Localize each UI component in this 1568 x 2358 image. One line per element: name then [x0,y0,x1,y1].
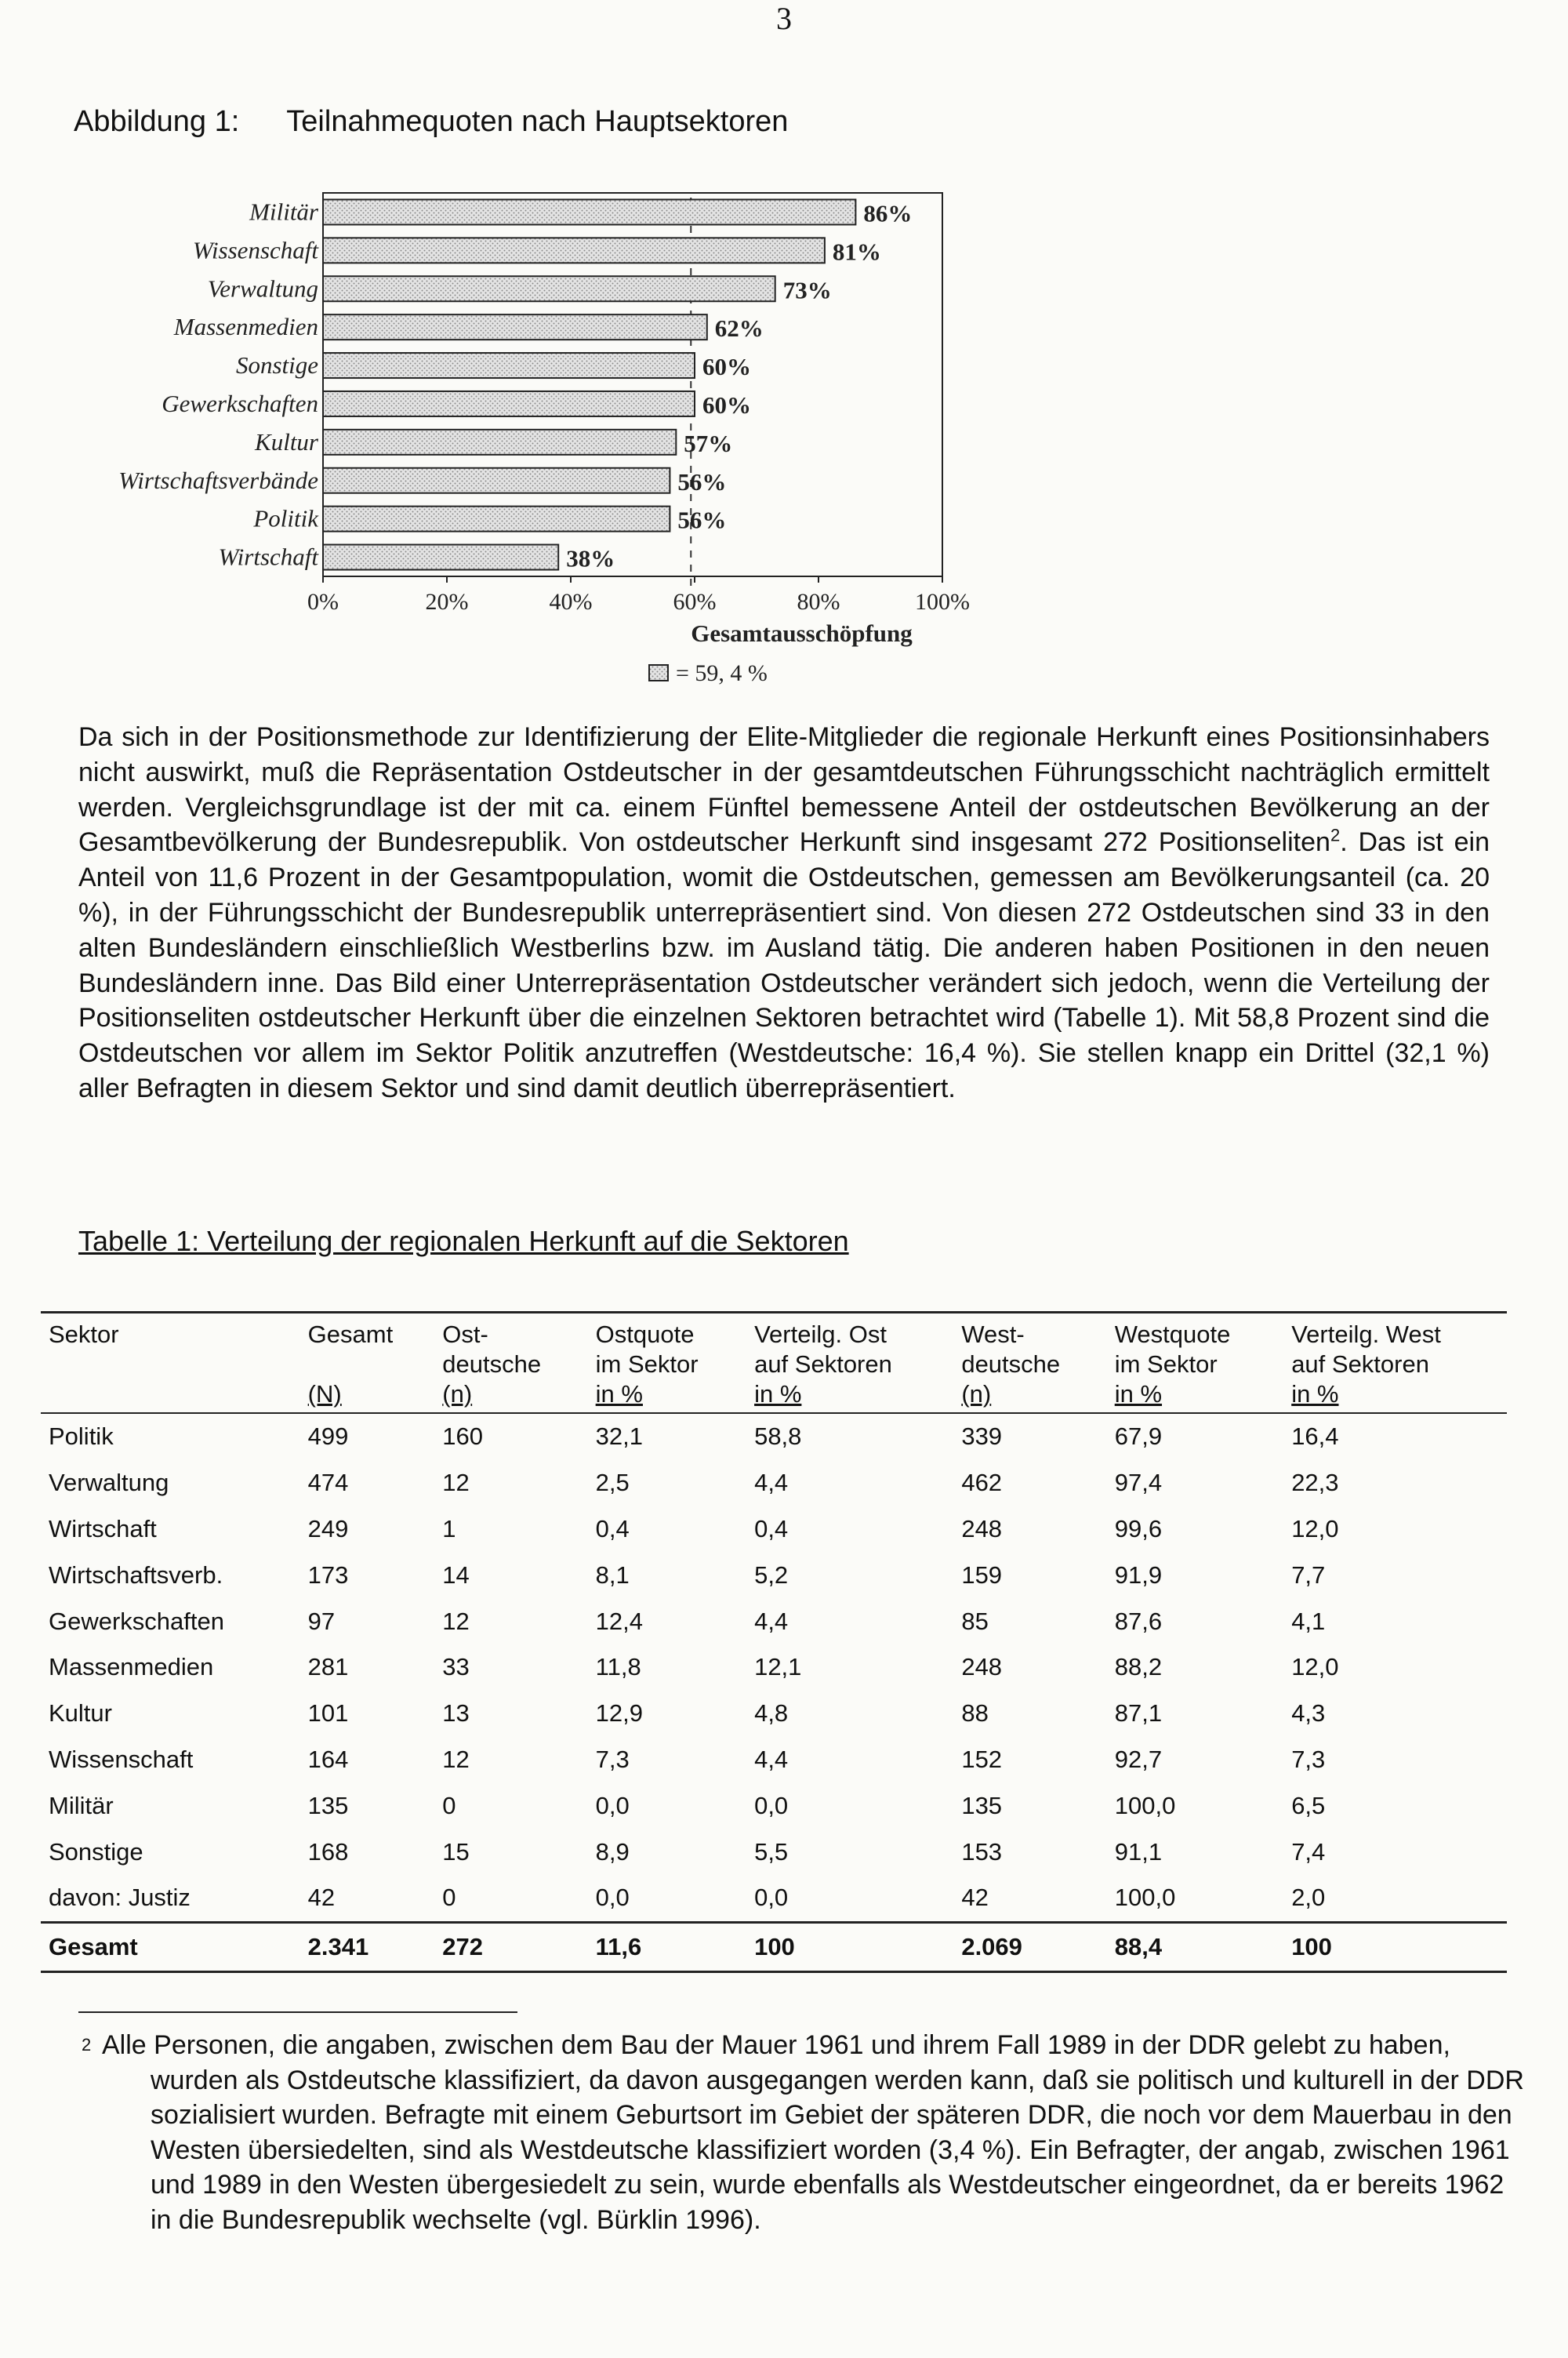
table-cell: 173 [307,1560,349,1589]
category-label: Verwaltung [207,274,318,303]
table-cell: 2,0 [1291,1884,1326,1912]
table-cell: 12,9 [595,1699,643,1728]
table-cell: 7,3 [1291,1745,1326,1773]
value-label: 86% [863,199,913,227]
category-label: Wirtschaftsverbände [118,466,318,494]
page-number: 3 [776,1,792,36]
table-cell: 153 [961,1837,1003,1866]
bar [323,507,670,532]
table-cell: 14 [442,1560,470,1589]
value-label: 38% [566,544,615,572]
table-cell: 11,8 [595,1653,641,1681]
table-cell: 88,4 [1114,1932,1163,1960]
table-cell: 474 [307,1469,349,1497]
column-header: Ostquote im Sektor in % [595,1321,699,1408]
table-cell: 5,5 [754,1837,789,1866]
table-cell: 12,1 [754,1653,802,1681]
table-cell: 8,1 [595,1560,630,1589]
table-cell: 339 [961,1422,1003,1451]
table-row [41,1829,1507,1875]
table-cell: 88,2 [1114,1653,1163,1681]
table-cell: Verwaltung [49,1469,169,1497]
footnote-reference: 2 [1330,826,1341,846]
table-cell: 248 [961,1653,1003,1681]
table-cell: 88 [961,1699,989,1728]
value-label: 60% [702,391,751,419]
category-label: Wissenschaft [192,236,318,264]
table-cell: davon: Justiz [49,1884,191,1912]
column-header: West- deutsche (n) [961,1321,1061,1408]
table-cell: 164 [307,1745,349,1773]
table-row [41,1598,1507,1644]
table-cell: 91,1 [1114,1837,1163,1866]
table-cell: 12,0 [1291,1514,1339,1542]
bar [323,353,695,378]
table-cell: 16,4 [1291,1422,1339,1451]
table-cell: Sonstige [49,1837,143,1866]
table-cell: 0,0 [754,1884,789,1912]
category-label: Massenmedien [173,313,318,341]
table-cell: 100,0 [1114,1884,1176,1912]
x-tick-label: 0% [307,589,339,615]
category-label: Kultur [255,427,318,456]
table-cell: 67,9 [1114,1422,1163,1451]
table-cell: 12,0 [1291,1653,1339,1681]
table-cell: 5,2 [754,1560,789,1589]
table-cell: 15 [442,1837,470,1866]
table-cell: 22,3 [1291,1469,1339,1497]
legend-title: Gesamtausschöpfung [691,619,913,647]
table-cell: 100 [1291,1932,1332,1960]
table-cell: 159 [961,1560,1003,1589]
column-header: Ost- deutsche (n) [442,1321,542,1408]
bar [323,276,775,301]
table-cell: 135 [307,1791,349,1819]
category-label: Gewerkschaften [162,389,318,417]
table-cell: 8,9 [595,1837,630,1866]
category-label: Militär [249,198,318,226]
table-cell: 462 [961,1469,1003,1497]
table-row [41,1644,1507,1691]
table-cell: 281 [307,1653,349,1681]
table-cell: 12 [442,1469,470,1497]
category-label: Politik [253,504,318,532]
footnote-text: Alle Personen, die angaben, zwischen dem Bau der Mauer 1961 und ihrem Fall 1989 in der DDR gelebt zu haben, wurden als Ostdeutsche klassifiziert, da davon ausgegangen werden kann, daß sie politisch und kulturell in der DDR sozialisiert wurden. Befragte mit einem Geburtsort im Gebiet der späteren DDR, die noch vor dem Mauerbau in den Westen übersiedelten, sind als Westdeutsche klassifiziert worden (3,4 %). Ein Befragter, der angab, zwischen 1961 und 1989 in den Westen übergesiedelt zu sein, wurde ebenfalls als Westdeutscher eingeordnet, da er bereits 1962 in die Bundesrepublik wechselte (vgl. Bürklin 1996). [102,2030,1524,2235]
table-cell: 13 [442,1699,470,1728]
value-label: 73% [782,276,832,304]
table-cell: Wirtschaftsverb. [49,1560,223,1589]
table-cell: 0 [442,1791,456,1819]
table-cell: Massenmedien [49,1653,214,1681]
x-tick-label: 20% [425,589,469,615]
table-cell: 4,4 [754,1469,789,1497]
x-tick-label: 80% [797,589,840,615]
table-total-row [41,1922,1507,1971]
column-header: Gesamt (N) [307,1321,394,1408]
value-label: 57% [684,429,733,457]
x-tick-label: 100% [915,589,970,615]
table-cell: 1 [442,1514,456,1542]
table-row [41,1413,1507,1460]
table-cell: Gesamt [49,1932,138,1960]
paragraph-text-b: . Das ist ein Anteil von 11,6 Prozent in der Gesamtpopulation, womit die Ostdeutschen, gemessen am Bevölkerungsanteil (ca. 20 %), in der Führungsschicht der Bundesrepublik unterrepräsentiert sind. Von diesen 272 Ostdeutschen sind 33 in den alten Bundesländern einschließlich Westberlins bzw. im Ausland tätig. Die anderen haben Positionen in den neuen Bundesländern inne. Das Bild einer Unterrepräsentation Ostdeutscher verändert sich jedoch, wenn die Verteilung der Positionseliten ostdeutscher Herkunft über die einzelnen Sektoren betrachtet wird (Tabelle 1). Mit 58,8 Prozent sind die Ostdeutschen vor allem im Sektor Politik anzutreffen (Westdeutsche: 16,4 %). Sie stellen knapp ein Drittel (32,1 %) aller Befragten in diesem Sektor und sind damit deutlich überrepräsentiert. [78,827,1490,1103]
table-cell: 100,0 [1114,1791,1176,1819]
category-label: Sonstige [235,351,318,380]
footnote-rule [78,2011,517,2013]
table-cell: 4,4 [754,1745,789,1773]
table-cell: 2.341 [307,1932,369,1960]
table-cell: 91,9 [1114,1560,1163,1589]
table-cell: 85 [961,1607,989,1635]
table-cell: 4,4 [754,1607,789,1635]
table-cell: 92,7 [1114,1745,1163,1773]
table-cell: 42 [307,1884,336,1912]
table-cell: Politik [49,1422,114,1451]
bar [323,545,558,570]
value-label: 60% [702,353,751,381]
table-row [41,1691,1507,1737]
table-cell: Wirtschaft [49,1514,157,1542]
table-cell: 32,1 [595,1422,643,1451]
bar [323,430,676,455]
column-header: Westquote im Sektor in % [1114,1321,1231,1408]
bar [323,238,825,263]
data-table [41,1311,1507,1973]
table-cell: Militär [49,1791,114,1819]
table-cell: 0,0 [754,1791,789,1819]
table-cell: 135 [961,1791,1003,1819]
column-header: Sektor [49,1321,119,1348]
table-caption: Tabelle 1: Verteilung der regionalen Herkunft auf die Sektoren [78,1225,849,1257]
table-row [41,1506,1507,1553]
table-cell: 248 [961,1514,1003,1542]
table-cell: 7,7 [1291,1560,1326,1589]
bar-chart [47,188,988,698]
table-cell: 0 [442,1884,456,1912]
table-cell: 33 [442,1653,470,1681]
legend-text: = 59, 4 % [676,660,768,686]
table-cell: 2,5 [595,1469,630,1497]
table-cell: Wissenschaft [49,1745,194,1773]
value-label: 56% [677,506,727,534]
table-cell: 4,3 [1291,1699,1326,1728]
table-cell: 4,8 [754,1699,789,1728]
table-cell: 2.069 [961,1932,1022,1960]
table-cell: 7,4 [1291,1837,1326,1866]
table-row [41,1782,1507,1829]
table-cell: 272 [442,1932,483,1960]
table-cell: 58,8 [754,1422,802,1451]
table-cell: 6,5 [1291,1791,1326,1819]
table-row [41,1875,1507,1922]
table-cell: 4,1 [1291,1607,1326,1635]
table-cell: 152 [961,1745,1003,1773]
table-cell: 97,4 [1114,1469,1163,1497]
bar [323,468,670,493]
table-cell: 97 [307,1607,336,1635]
bar [323,391,695,416]
table-cell: 101 [307,1699,349,1728]
table-cell: 12,4 [595,1607,643,1635]
footnote [78,2028,1530,2237]
value-label: 56% [677,467,727,496]
table-cell: 0,0 [595,1791,630,1819]
table-cell: 87,1 [1114,1699,1163,1728]
table-cell: 0,4 [754,1514,789,1542]
table-cell: 99,6 [1114,1514,1163,1542]
value-label: 62% [714,314,764,343]
category-label: Wirtschaft [218,543,318,571]
table-cell: 42 [961,1884,989,1912]
value-label: 81% [832,238,881,266]
table-cell: Kultur [49,1699,112,1728]
table-row [41,1737,1507,1783]
bar [323,199,855,224]
table-row [41,1552,1507,1598]
table-cell: 499 [307,1422,349,1451]
figure-caption [74,105,788,139]
table-cell: 11,6 [595,1932,642,1960]
footnote-mark: 2 [82,2035,92,2055]
figure-label: Abbildung 1: [74,105,240,138]
table-row [41,1460,1507,1506]
table-header-row [41,1313,1507,1414]
table-cell: 12 [442,1607,470,1635]
table-cell: Gewerkschaften [49,1607,224,1635]
table-cell: 0,0 [595,1884,630,1912]
x-tick-label: 60% [673,589,717,615]
bar [323,314,707,340]
table-cell: 168 [307,1837,349,1866]
table-cell: 7,3 [595,1745,630,1773]
table-cell: 0,4 [595,1514,630,1542]
table-cell: 87,6 [1114,1607,1163,1635]
column-header: Verteilg. West auf Sektoren in % [1291,1321,1441,1408]
legend-swatch [649,665,668,681]
table-cell: 249 [307,1514,349,1542]
column-header: Verteilg. Ost auf Sektoren in % [754,1321,892,1408]
body-paragraph [78,720,1490,1106]
figure-title: Teilnahmequoten nach Hauptsektoren [286,105,789,138]
table-cell: 100 [754,1932,795,1960]
paragraph-text-a: Da sich in der Positionsmethode zur Identifizierung der Elite-Mitglieder die regionale Herkunft eines Positionsinhabers nicht auswirkt, muß die Repräsentation Ostdeutscher in der gesamtdeutschen Führungsschicht nachträglich ermittelt werden. Vergleichsgrundlage ist der mit ca. einem Fünftel bemessene Anteil der ostdeutschen Bevölkerung an der Gesamtbevölkerung der Bundesrepublik. Von ostdeutscher Herkunft sind insgesamt 272 Positionseliten [78,722,1490,858]
table-cell: 12 [442,1745,470,1773]
table-cell: 160 [442,1422,483,1451]
x-tick-label: 40% [549,589,593,615]
